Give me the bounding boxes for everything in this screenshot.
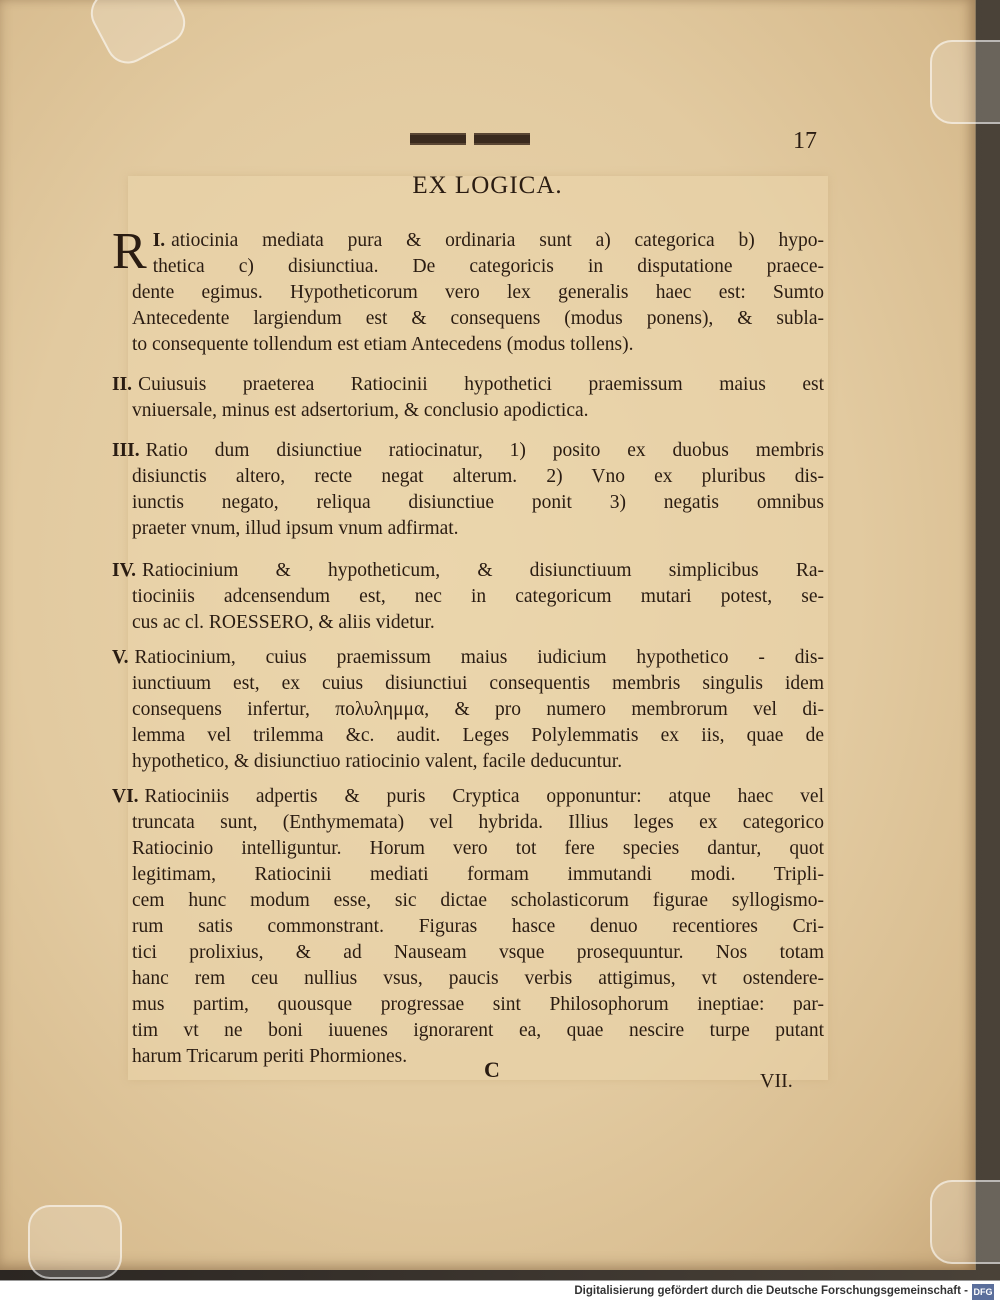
page-number: 17 — [793, 128, 817, 154]
paragraph-4 — [112, 558, 824, 636]
paragraph-line: cem hunc modum esse, sic dictae scholasticorum figurae syllogismo- — [132, 890, 824, 911]
paragraph-number: I. — [152, 230, 166, 251]
page-clip-top-right — [930, 40, 1000, 124]
paragraph-line: consequens infertur, πολυλημμα, & pro numero membrorum vel di- — [132, 699, 824, 720]
paragraph-number: IV. — [112, 560, 137, 581]
catchword: VII. — [760, 1070, 793, 1092]
paragraph-line: vniuersale, minus est adsertorium, & conclusio apodictica. — [132, 400, 589, 421]
paragraph-line: tim vt ne boni iuuenes ignorarent ea, quae nescire turpe putant — [132, 1020, 824, 1041]
paragraph-line: dente egimus. Hypotheticorum vero lex generalis haec est: Sumto — [132, 282, 824, 303]
paragraph-line: disiunctis altero, recte negat alterum. 2) Vno ex pluribus dis- — [132, 466, 824, 487]
paragraph-line: Antecedente largiendum est & consequens (modus ponens), & subla- — [132, 308, 824, 329]
paragraph-line: legitimam, Ratiocinii mediati formam immutandi modi. Tripli- — [132, 864, 824, 885]
paragraph-2 — [112, 372, 824, 424]
paragraph-line: Ratiocinio intelliguntur. Horum vero tot fere species dantur, quot — [132, 838, 824, 859]
paragraph-number: V. — [112, 647, 129, 668]
paragraph-line: tici prolixius, & ad Nauseam vsque prosequuntur. Nos totam — [132, 942, 824, 963]
paragraph-line: iunctiuum est, ex cuius disiunctiui consequentis membris singulis idem — [132, 673, 824, 694]
paragraph-5 — [112, 645, 824, 775]
paragraph-line: mus partim, quousque progressae sint Philosophorum ineptiae: par- — [132, 994, 824, 1015]
paragraph-line: hanc rem ceu nullius vsus, paucis verbis attigimus, vt ostendere- — [132, 968, 824, 989]
section-heading: EX LOGICA. — [412, 172, 563, 199]
drop-cap: R — [112, 223, 147, 280]
paragraph-line: III. Ratio dum disiunctiue ratiocinatur, 1) posito ex duobus membris — [112, 440, 824, 461]
paragraph-1 — [112, 223, 824, 358]
page-clip-bottom-left — [28, 1205, 122, 1279]
paragraph-line: II. Cuiusuis praeterea Ratiocinii hypothetici praemissum maius est — [112, 374, 824, 395]
paragraph-line: iunctis negato, reliqua disiunctiue ponit 3) negatis omnibus — [132, 492, 824, 513]
paragraph-line: praeter vnum, illud ipsum vnum adfirmat. — [132, 518, 459, 539]
paragraph-6 — [112, 784, 824, 1070]
paragraph-line: harum Tricarum periti Phormiones. — [132, 1046, 408, 1067]
paragraph-line: lemma vel trilemma &c. audit. Leges Polylemmatis ex iis, quae de — [132, 725, 824, 746]
paragraph-line: truncata sunt, (Enthymemata) vel hybrida. Illius leges ex categorico — [132, 812, 824, 833]
paragraph-line: hypothetico, & disiunctiuo ratiocinio valent, facile deducuntur. — [132, 751, 623, 772]
signature-mark: C — [484, 1057, 500, 1082]
page-clip-bottom-right — [930, 1180, 1000, 1264]
dfg-logo-icon: DFG — [972, 1284, 994, 1300]
paragraph-line: rum satis commonstrant. Figuras hasce denuo recentiores Cri- — [132, 916, 824, 937]
paragraph-number: III. — [112, 440, 140, 461]
paragraph-line: cus ac cl. ROESSERO, & aliis videtur. — [132, 612, 435, 633]
paragraph-line: IV. Ratiocinium & hypotheticum, & disiunctiuum simplicibus Ra- — [112, 560, 824, 581]
paragraph-line: VI. Ratiociniis adpertis & puris Cryptica opponuntur: atque haec vel — [112, 786, 824, 807]
credit-bar — [0, 1280, 1000, 1305]
paragraph-3 — [112, 438, 824, 542]
paragraph-number: II. — [112, 374, 133, 395]
paragraph-number: VI. — [112, 786, 139, 807]
paragraph-line: to consequente tollendum est etiam Antecedens (modus tollens). — [132, 334, 634, 355]
credit-text: Digitalisierung gefördert durch die Deutsche Forschungsgemeinschaft - — [574, 1285, 968, 1297]
paragraph-line: tiociniis adcensendum est, nec in categoricum mutari potest, se- — [132, 586, 824, 607]
header-ornament — [410, 133, 530, 143]
paragraph-line: I. R atiocinia mediata pura & ordinaria sunt a) categorica b) hypo- — [112, 223, 824, 280]
paragraph-line: V. Ratiocinium, cuius praemissum maius iudicium hypothetico - dis- — [112, 647, 824, 668]
paragraph-line: thetica c) disiunctiua. De categoricis in disputatione praece- — [152, 256, 824, 277]
